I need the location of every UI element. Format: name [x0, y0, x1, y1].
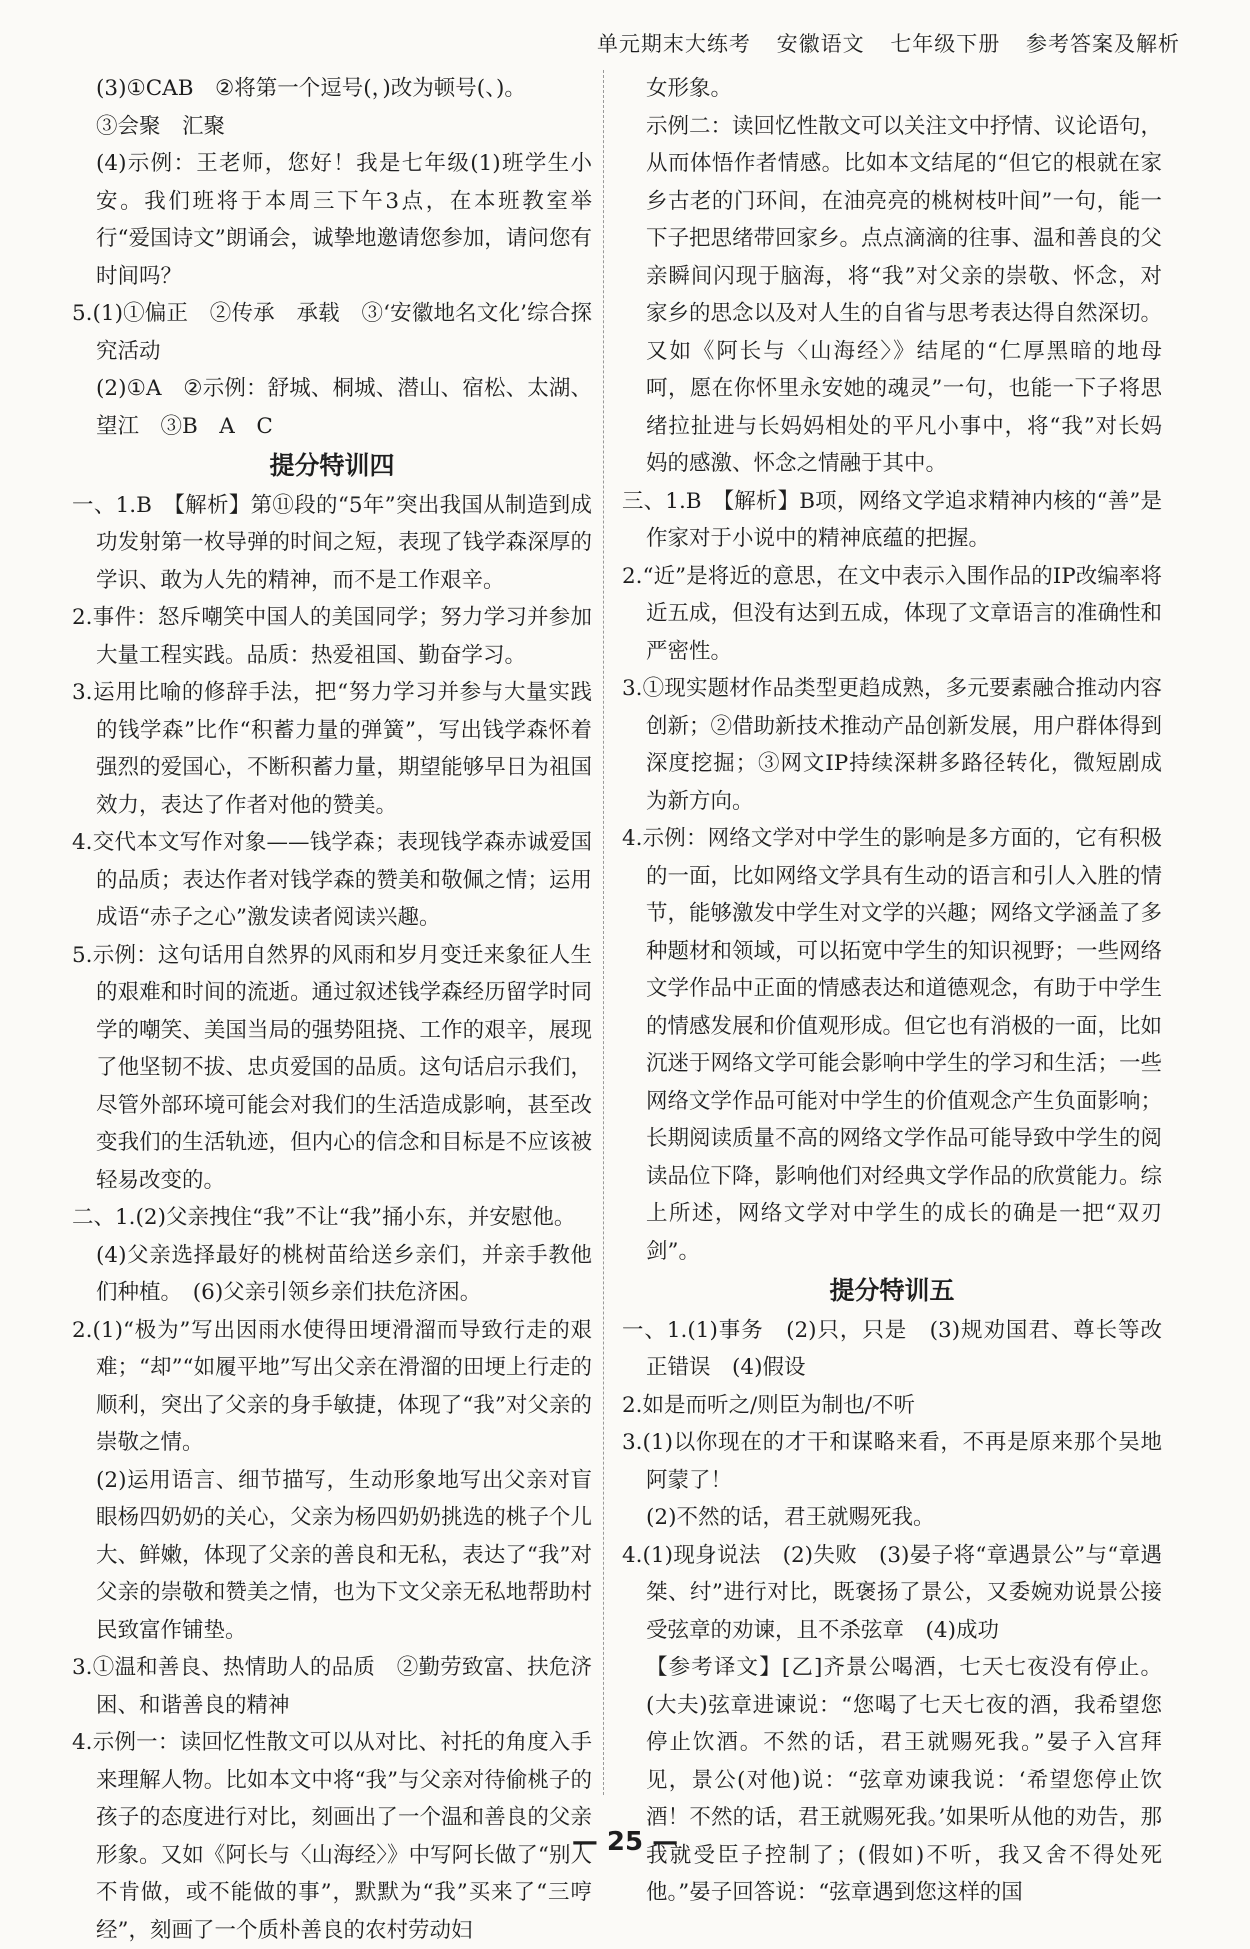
answer-paragraph: 三、1.B 【解析】B项，网络文学追求精神内核的“善”是作家对于小说中的精神底蕴的把握。 — [622, 488, 1162, 551]
answer-paragraph: 3.①现实题材作品类型更趋成熟，多元要素融合推动内容创新；②借助新技术推动产品创新发展，用户群体得到深度挖掘；③网文IP持续深耕多路径转化，微短剧成为新方向。 — [622, 676, 1163, 814]
answer-paragraph: 2.(1)“极为”写出因雨水使得田埂滑溜而导致行走的艰难；“却”“如履平地”写出父亲在滑溜的田埂上行走的顺利，突出了父亲的身手敏捷，体现了“我”对父亲的崇敬之情。 — [72, 1317, 592, 1455]
answer-paragraph: 一、1.(1)事务 (2)只，只是 (3)规劝国君、尊长等改正错误 (4)假设 — [622, 1317, 1162, 1380]
header-grade: 七年级下册 — [890, 32, 1001, 56]
answer-paragraph: 4.示例：网络文学对中学生的影响是多方面的，它有积极的一面，比如网络文学具有生动的语言和引人入胜的情节，能够激发中学生对文学的兴趣；网络文学涵盖了多种题材和领域，可以拓宽中学生的知识视野；一些网络文学作品中正面的情感表达和道德观念，有助于中学生的情感发展和价值观形成。但它也有消极的一面，比如沉迷于网络文学可能会影响中学生的学习和生活；一些网络文学作品可能对中学生的价值观念产生负面影响；长期阅读质量不高的网络文学作品可能导致中学生的阅读品位下降，影响他们对经典文学作品的欣赏能力。综上所述，网络文学对中学生的成长的确是一把“双刃剑”。 — [622, 826, 1163, 1264]
answer-paragraph: 二、1.(2)父亲拽住“我”不让“我”捅小东，并安慰他。 — [72, 1205, 576, 1230]
page-header — [520, 28, 1180, 58]
right-column — [622, 70, 1162, 1912]
answer-paragraph: 4.示例一：读回忆性散文可以从对比、衬托的角度入手来理解人物。比如本文中将“我”与父亲对待偷桃子的孩子的态度进行对比，刻画出了一个温和善良的父亲形象。又如《阿长与〈山海经〉》中写阿长做了“别人不肯做，或不能做的事”，默默为“我”买来了“三哼经”，刻画了一个质朴善良的农村劳动妇 — [72, 1730, 592, 1943]
answer-paragraph: 4.(1)现身说法 (2)失败 (3)晏子将“章遇景公”与“章遇桀、纣”进行对比，既褒扬了景公，又委婉劝说景公接受弦章的劝谏，且不杀弦章 (4)成功 — [622, 1542, 1162, 1643]
answer-paragraph: (3)①CAB ②将第一个逗号(，)改为顿号(、)。 — [96, 76, 526, 101]
answer-paragraph: 4.交代本文写作对象——钱学森；表现钱学森赤诚爱国的品质；表达作者对钱学森的赞美和敬佩之情；运用成语“赤子之心”激发读者阅读兴趣。 — [72, 830, 592, 930]
answer-paragraph: 3.①温和善良、热情助人的品质 ②勤劳致富、扶危济困、和谐善良的精神 — [72, 1655, 592, 1718]
section-heading: 提分特训五 — [829, 1276, 955, 1305]
answer-paragraph: 5.(1)①偏正 ②传承 承载 ③‘安徽地名文化’综合探究活动 — [72, 301, 592, 364]
page-number: — 25 — — [571, 1827, 679, 1857]
header-section: 参考答案及解析 — [1026, 32, 1180, 56]
answer-paragraph: (2)不然的话，君王就赐死我。 — [646, 1505, 935, 1530]
answer-paragraph: 示例二：读回忆性散文可以关注文中抒情、议论语句，从而体悟作者情感。比如本文结尾的“但它的根就在家乡古老的门环间，在油亮亮的桃树枝叶间”一句，能一下子把思绪带回家乡。点点滴滴的往事、温和善良的父亲瞬间闪现于脑海，将“我”对父亲的崇敬、怀念，对家乡的思念以及对人生的自省与思考表达得自然深切。又如《阿长与〈山海经〉》结尾的“仁厚黑暗的地母呵，愿在你怀里永安她的魂灵”一句，也能一下子将思绪拉扯进与长妈妈相处的平凡小事中，将“我”对长妈妈的感激、怀念之情融于其中。 — [646, 113, 1163, 476]
answer-paragraph: 一、1.B 【解析】第⑪段的“5年”突出我国从制造到成功发射第一枚导弹的时间之短，表现了钱学森深厚的学识、敢为人先的精神，而不是工作艰辛。 — [72, 492, 592, 593]
column-divider — [603, 70, 604, 1795]
answer-paragraph: 2.“近”是将近的意思，在文中表示入围作品的IP改编率将近五成，但没有达到五成，体现了文章语言的准确性和严密性。 — [622, 563, 1163, 664]
answer-paragraph: (2)运用语言、细节描写，生动形象地写出父亲对盲眼杨四奶奶的关心，父亲为杨四奶奶挑选的桃子个儿大、鲜嫩，体现了父亲的善良和无私，表达了“我”对父亲的崇敬和赞美之情，也为下文父亲无私地帮助村民致富作铺垫。 — [96, 1467, 592, 1643]
left-column — [72, 70, 592, 1949]
answer-paragraph: (4)示例：王老师，您好！我是七年级(1)班学生小安。我们班将于本周三下午3点，在本班教室举行“爱国诗文”朗诵会，诚挚地邀请您参加，请问您有时间吗？ — [96, 151, 592, 289]
answer-paragraph: (4)父亲选择最好的桃树苗给送乡亲们，并亲手教他们种植。 (6)父亲引领乡亲们扶危济困。 — [96, 1242, 592, 1305]
header-region: 安徽语文 — [776, 32, 865, 56]
answer-paragraph: 3.运用比喻的修辞手法，把“努力学习并参与大量实践的钱学森”比作“积蓄力量的弹簧”，写出钱学森怀着强烈的爱国心，不断积蓄力量，期望能够早日为祖国效力，表达了作者对他的赞美。 — [72, 680, 592, 818]
answer-paragraph: 3.(1)以你现在的才干和谋略来看，不再是原来那个吴地阿蒙了！ — [622, 1430, 1162, 1493]
answer-paragraph: 5.示例：这句话用自然界的风雨和岁月变迁来象征人生的艰难和时间的流逝。通过叙述钱学森经历留学时同学的嘲笑、美国当局的强势阻挠、工作的艰辛，展现了他坚韧不拔、忠贞爱国的品质。这句话启示我们，尽管外部环境可能会对我们的生活造成影响，甚至改变我们的生活轨迹，但内心的信念和目标是不应该被轻易改变的。 — [72, 942, 592, 1193]
answer-paragraph: ③会聚 汇聚 — [96, 113, 226, 139]
answer-paragraph: 2.事件：怒斥嘲笑中国人的美国同学；努力学习并参加大量工程实践。品质：热爱祖国、勤奋学习。 — [72, 605, 592, 668]
translation-paragraph: 【参考译文】[乙]齐景公喝酒，七天七夜没有停止。(大夫)弦章进谏说：“您喝了七天七夜的酒，我希望您停止饮酒。不然的话，君王就赐死我。”晏子入宫拜见，景公(对他)说：“弦章劝谏我说：‘希望您停止饮酒！不然的话，君王就赐死我。’如果听从他的劝告，那我就受臣子控制了；(假如)不听，我又舍不得处死他。”晏子回答说：“弦章遇到您这样的国 — [646, 1655, 1162, 1905]
answer-paragraph: 女形象。 — [646, 76, 733, 101]
answer-paragraph: 2.如是而听之/则臣为制也/不听 — [622, 1392, 916, 1418]
answer-paragraph: (2)①A ②示例：舒城、桐城、潜山、宿松、太湖、望江 ③B A C — [96, 376, 592, 439]
header-series: 单元期末大练考 — [596, 32, 751, 56]
section-heading: 提分特训四 — [269, 451, 395, 480]
